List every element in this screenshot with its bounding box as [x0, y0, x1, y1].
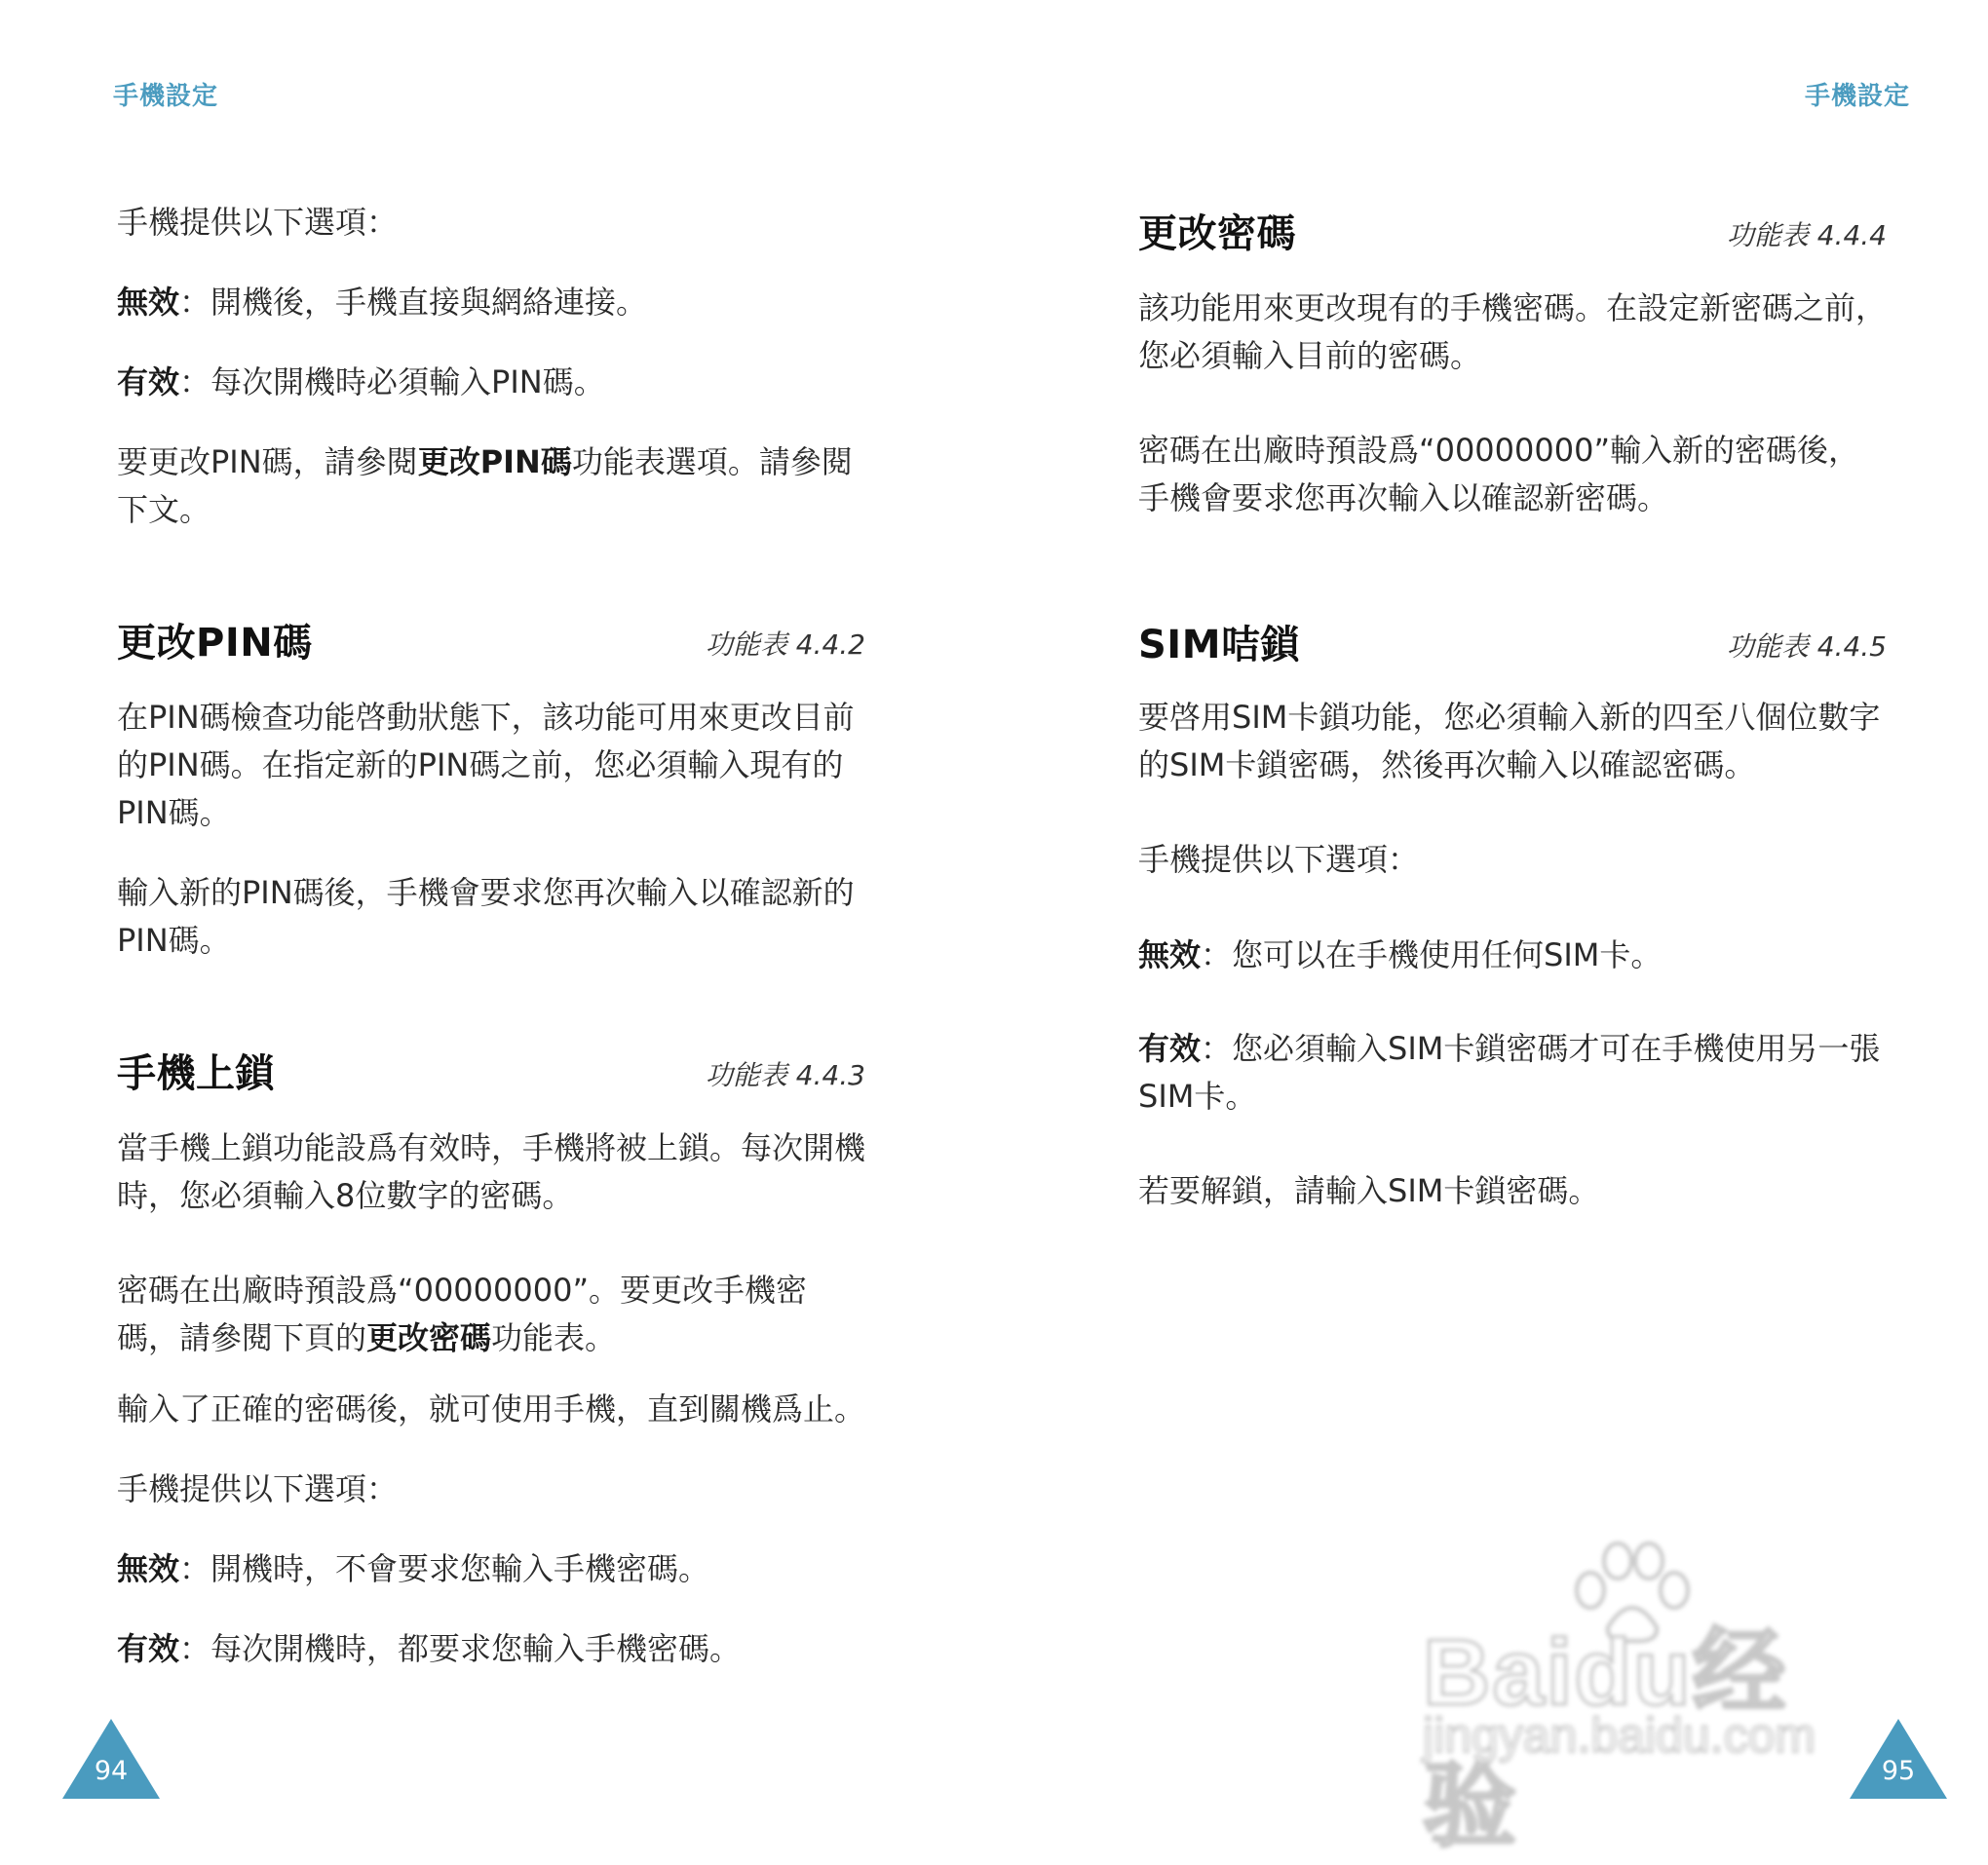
option-disable	[117, 1545, 865, 1593]
refer-text: 要更改PIN碼，請參閱	[117, 443, 418, 480]
watermark-brand: Baidu经验	[1423, 1620, 1788, 1858]
page-number: 94	[94, 1756, 129, 1786]
section-heading-row	[117, 1043, 865, 1097]
menu-reference: 功能表 4.4.5	[1726, 630, 1887, 663]
refer-paragraph	[117, 438, 865, 534]
section-paragraph	[117, 1267, 865, 1362]
section-heading-row	[117, 612, 865, 666]
section-paragraph: 輸入新的PIN碼後，手機會要求您再次輸入以確認新的PIN碼。	[117, 874, 855, 959]
options-intro: 手機提供以下選項：	[117, 204, 399, 241]
option-text: ：您必須輸入SIM卡鎖密碼才可在手機使用另一張SIM卡。	[1138, 1030, 1881, 1115]
watermark-url: jingyan.baidu.com	[1423, 1708, 1816, 1763]
option-label: 有效	[117, 1630, 180, 1667]
section-paragraph: 輸入了正確的密碼後，就可使用手機，直到關機爲止。	[117, 1390, 866, 1427]
section-paragraph: 在PIN碼檢查功能啓動狀態下，該功能可用來更改目前的PIN碼。在指定新的PIN碼之前，您必須輸入現有的PIN碼。	[117, 699, 855, 831]
refer-bold: 更改PIN碼	[417, 443, 572, 480]
left-page	[0, 0, 994, 1820]
page-number-badge	[62, 1719, 160, 1799]
section-heading-row	[1138, 203, 1887, 257]
option-label: 無效	[1138, 936, 1202, 973]
unlock-paragraph: 若要解鎖，請輸入SIM卡鎖密碼。	[1138, 1172, 1600, 1209]
option-label: 無效	[117, 284, 180, 321]
section-paragraph: 當手機上鎖功能設爲有效時，手機將被上鎖。每次開機時，您必須輸入8位數字的密碼。	[117, 1129, 866, 1214]
section-title: SIM咭鎖	[1138, 623, 1300, 667]
option-label: 有效	[1138, 1030, 1202, 1067]
section-paragraph: 要啓用SIM卡鎖功能，您必須輸入新的四至八個位數字的SIM卡鎖密碼，然後再次輸入以確認密碼。	[1138, 699, 1881, 783]
option-text: ：每次開機時，都要求您輸入手機密碼。	[179, 1630, 742, 1667]
running-head: 手機設定	[113, 82, 219, 111]
option-enable	[1138, 1025, 1887, 1121]
options-intro: 手機提供以下選項：	[117, 1470, 399, 1507]
page-number: 95	[1881, 1756, 1916, 1786]
option-text: ：開機後，手機直接與網絡連接。	[179, 284, 648, 321]
baidu-watermark	[1423, 1540, 1881, 1858]
paragraph-text: 功能表。	[491, 1319, 617, 1356]
menu-reference: 功能表 4.4.4	[1726, 219, 1887, 251]
option-enable	[117, 359, 865, 406]
section-paragraph: 該功能用來更改現有的手機密碼。在設定新密碼之前，您必須輸入目前的密碼。	[1138, 289, 1888, 374]
refer-text: 功能表選項。請參閱下文。	[117, 443, 853, 528]
section-title: 手機上鎖	[117, 1051, 275, 1096]
option-text: ：每次開機時必須輸入PIN碼。	[179, 363, 605, 400]
paragraph-bold: 更改密碼	[366, 1319, 492, 1356]
section-paragraph: 密碼在出廠時預設爲“00000000”輸入新的密碼後，手機會要求您再次輸入以確認新密碼。	[1138, 432, 1860, 516]
option-label: 有效	[117, 363, 180, 400]
paragraph-text: 密碼在出廠時預設爲“00000000”。要更改手機密碼，請參閱下頁的	[117, 1272, 808, 1356]
option-text: ：開機時，不會要求您輸入手機密碼。	[179, 1550, 710, 1587]
option-disable	[1138, 932, 1887, 979]
option-disable	[117, 279, 865, 326]
option-text: ：您可以在手機使用任何SIM卡。	[1201, 936, 1663, 973]
section-title: 更改PIN碼	[117, 621, 313, 666]
option-enable	[117, 1625, 865, 1673]
options-intro: 手機提供以下選項：	[1138, 841, 1420, 878]
section-title: 更改密碼	[1138, 211, 1296, 256]
section-heading-row	[1138, 614, 1887, 668]
menu-reference: 功能表 4.4.2	[705, 628, 865, 661]
option-label: 無效	[117, 1550, 180, 1587]
menu-reference: 功能表 4.4.3	[705, 1059, 865, 1091]
running-head: 手機設定	[1804, 82, 1910, 111]
